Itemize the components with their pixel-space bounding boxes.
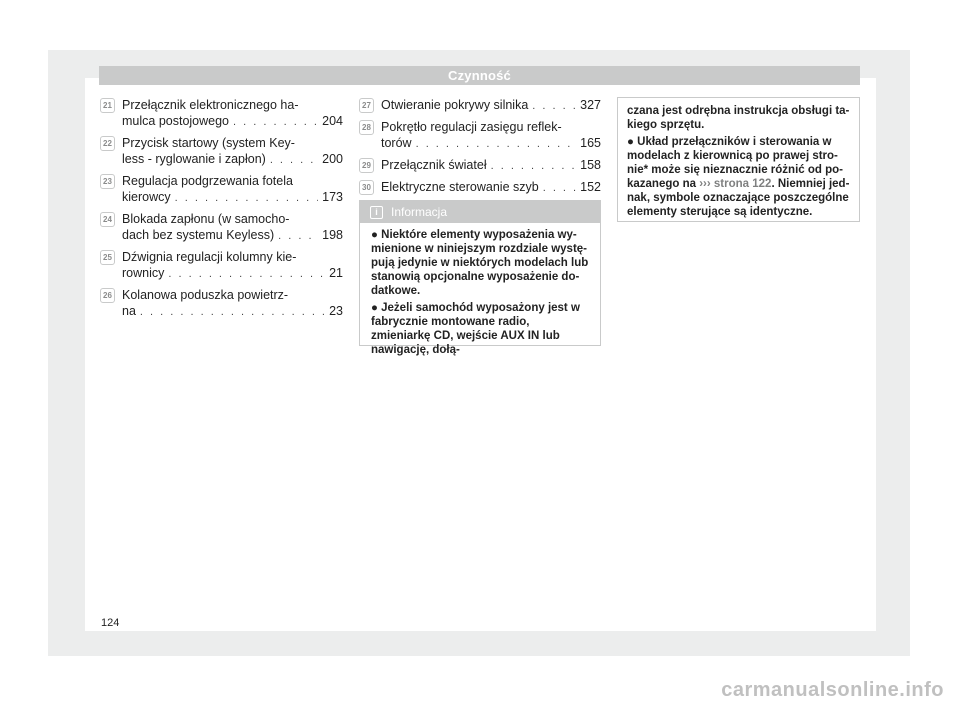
index-entry-26[interactable] [100,287,343,320]
index-entry-30[interactable] [359,179,601,196]
entry-number-badge: 29 [359,158,374,173]
continued-paragraph: czana jest odrębna instrukcja obsługi ta-kiego sprzętu. [627,105,850,131]
entry-page[interactable]: 327 [580,98,601,112]
entry-page[interactable]: 158 [580,158,601,172]
index-entry-23[interactable] [100,173,343,206]
entry-label-line1: Przełącznik elektronicznego ha- [122,98,299,112]
info-box-header [360,201,600,223]
continued-bullet: ● Układ przełączników i sterowania w modelach z kierownicą po prawej stro-nie* może się nieznacznie różnić od po-kazanego na ››› strona 122. Niemniej jed-nak, symbole oznaczające poszczególne elementy sterujące są identyczne. [627,136,850,218]
page-title: Czynność [99,66,860,85]
entry-label-line2: rownicy [122,266,165,280]
entry-label-line2: kierowcy [122,190,171,204]
entry-number-badge: 25 [100,250,115,265]
entry-number-badge: 24 [100,212,115,227]
index-entry-25[interactable] [100,249,343,282]
entry-label-line2: na [122,304,136,318]
entry-page[interactable]: 152 [580,180,601,194]
entry-label-line1: Dźwignia regulacji kolumny kie- [122,250,297,264]
info-bullet: ● Jeżeli samochód wyposażony jest w fabrycznie montowane radio, zmieniarkę CD, wejście AUX IN lub nawigację, dołą- [371,302,580,356]
entry-number-badge: 27 [359,98,374,113]
info-box-title: Informacja [391,205,448,219]
entry-label-line1: Przycisk startowy (system Key- [122,136,295,150]
entry-number-badge: 21 [100,98,115,113]
entry-label-line2: dach bez systemu Keyless) [122,228,275,242]
index-entry-22[interactable] [100,135,343,168]
entry-page[interactable]: 165 [580,136,601,150]
entry-number-badge: 23 [100,174,115,189]
entry-label-line2: less - ryglowanie i zapłon) [122,152,266,166]
info-bullet: ● Niektóre elementy wyposażenia wy-mienione w niniejszym rozdziale wystę-pują jedynie w niektórych modelach lub stanowią opcjonalne wyposażenie do-datkowe. [371,229,589,297]
info-box [359,200,601,356]
info-box-body [360,223,600,357]
entry-label-line2: mulca postojowego [122,114,230,128]
entry-number-badge: 26 [100,288,115,303]
entry-page[interactable]: 21 [329,266,343,280]
left-column [100,97,343,325]
entry-number-badge: 28 [359,120,374,135]
index-entry-21[interactable] [100,97,343,130]
entry-label: Przełącznik świateł [381,158,487,172]
entry-label: Otwieranie pokrywy silnika [381,98,529,112]
entry-page[interactable]: 23 [329,304,343,318]
index-entry-24[interactable] [100,211,343,244]
index-entry-28[interactable] [359,119,601,152]
entry-page[interactable]: 204 [322,114,343,128]
entry-number-badge: 30 [359,180,374,195]
entry-page[interactable]: 173 [322,190,343,204]
index-entry-29[interactable] [359,157,601,174]
entry-label-line1: Blokada zapłonu (w samocho- [122,212,290,226]
entry-number-badge: 22 [100,136,115,151]
entry-label-line2: torów [381,136,412,150]
entry-page[interactable]: 198 [322,228,343,242]
index-entry-27[interactable] [359,97,601,114]
info-icon: i [370,206,383,219]
entry-label-line1: Kolanowa poduszka powietrz- [122,288,289,302]
cross-reference-link[interactable]: ››› strona 122 [699,178,772,190]
info-box-continued [617,97,860,222]
watermark: carmanualsonline.info [721,679,944,701]
entry-label: Elektryczne sterowanie szyb [381,180,539,194]
entry-label-line1: Regulacja podgrzewania fotela [122,174,293,188]
middle-column [359,97,601,201]
entry-page[interactable]: 200 [322,152,343,166]
entry-label-line1: Pokrętło regulacji zasięgu reflek- [381,120,562,134]
page-number: 124 [101,617,120,629]
